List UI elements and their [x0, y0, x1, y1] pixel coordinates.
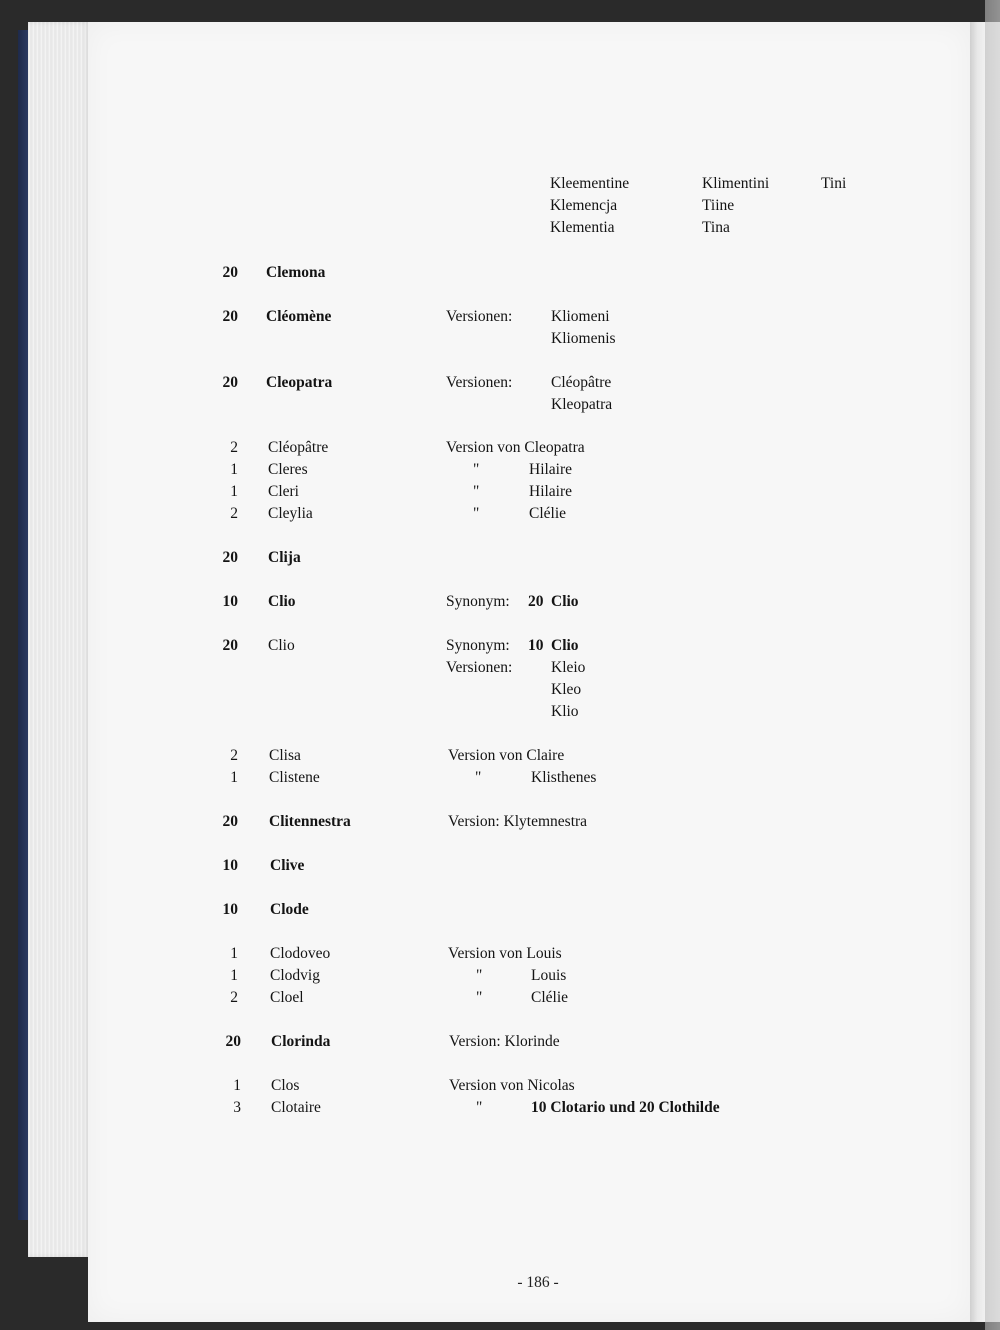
- entry-value: 10 Clotario und 20 Clothilde: [531, 1099, 720, 1116]
- synonym-name: Clio: [551, 593, 579, 610]
- header-line-3-col1: Klementia: [550, 219, 615, 236]
- entry-label: Version von Claire: [448, 747, 565, 764]
- entry-name: Cleylia: [268, 505, 313, 522]
- entry-value: Klio: [551, 703, 579, 720]
- entry-number: 1: [230, 967, 238, 984]
- entry-value: Kliomenis: [551, 330, 616, 347]
- entry-label: Version von Cleopatra: [446, 439, 585, 456]
- entry-label: Versionen:: [446, 659, 513, 676]
- ditto-mark: ": [476, 967, 483, 984]
- entry-number: 1: [230, 769, 238, 786]
- book-page: [88, 22, 970, 1322]
- page-stack-edge: [28, 22, 90, 1257]
- entry-name: Clodvig: [270, 967, 320, 984]
- entry-label: Version: Klorinde: [449, 1033, 560, 1050]
- entry-number: 1: [233, 1077, 241, 1094]
- entry-value: Kleopatra: [551, 396, 613, 413]
- ditto-mark: ": [473, 483, 480, 500]
- entry-label: Synonym:: [446, 637, 510, 654]
- entry-name: Clio: [268, 593, 296, 610]
- entry-name: Cleres: [268, 461, 308, 478]
- entry-number: 3: [233, 1099, 241, 1116]
- entry-name: Clisa: [269, 747, 301, 764]
- entry-name: Clija: [268, 549, 301, 566]
- ditto-mark: ": [476, 1099, 483, 1116]
- entry-name: Cloel: [270, 989, 304, 1006]
- entry-label: Synonym:: [446, 593, 510, 610]
- entry-name: Clorinda: [271, 1033, 331, 1050]
- facing-page-edge: [985, 0, 1000, 1330]
- entry-number: 2: [230, 505, 238, 522]
- entry-label: Version von Louis: [448, 945, 562, 962]
- entry-name: Clive: [270, 857, 305, 874]
- entry-label: Version von Nicolas: [449, 1077, 575, 1094]
- synonym-name: Clio: [551, 637, 579, 654]
- entry-number: 10: [222, 857, 238, 874]
- entry-value: Hilaire: [529, 483, 573, 500]
- entry-number: 20: [222, 308, 238, 325]
- header-line-1-col2: Klimentini: [702, 175, 770, 192]
- header-line-2-col1: Klemencja: [550, 197, 618, 214]
- header-line-2-col2: Tiine: [702, 197, 735, 214]
- entry-number: 2: [230, 989, 238, 1006]
- entry-name: Cleri: [268, 483, 299, 500]
- entry-value: Clélie: [531, 989, 569, 1006]
- synonym-number: 10: [528, 637, 544, 654]
- entry-value: Louis: [531, 967, 567, 984]
- entry-name: Clitennestra: [269, 813, 351, 830]
- ditto-mark: ": [473, 505, 480, 522]
- entry-value: Kliomeni: [551, 308, 610, 325]
- entry-number: 2: [230, 747, 238, 764]
- entry-name: Clode: [270, 901, 309, 918]
- entry-name: Clos: [271, 1077, 300, 1094]
- entry-value: Cléopâtre: [551, 374, 612, 391]
- ditto-mark: ": [473, 461, 480, 478]
- ditto-mark: ": [476, 989, 483, 1006]
- entry-name: Clodoveo: [270, 945, 331, 962]
- entry-number: 20: [222, 813, 238, 830]
- entry-number: 1: [230, 461, 238, 478]
- entry-name: Clio: [268, 637, 295, 654]
- entry-label: Versionen:: [446, 374, 513, 391]
- header-line-3-col2: Tina: [702, 219, 730, 236]
- page-number: - 186 -: [517, 1274, 559, 1291]
- entry-name: Clotaire: [271, 1099, 321, 1116]
- entry-label: Version: Klytemnestra: [448, 813, 588, 830]
- entry-value: Kleio: [551, 659, 586, 676]
- entry-name: Cléomène: [266, 308, 332, 325]
- entry-name: Clemona: [266, 264, 326, 281]
- header-line-1-col3: Tini: [821, 175, 847, 192]
- entry-number: 1: [230, 483, 238, 500]
- header-line-1-col1: Kleementine: [550, 175, 630, 192]
- entry-number: 20: [222, 264, 238, 281]
- entry-number: 1: [230, 945, 238, 962]
- entry-number: 20: [222, 374, 238, 391]
- synonym-number: 20: [528, 593, 544, 610]
- entry-value: Klisthenes: [531, 769, 597, 786]
- entry-number: 10: [222, 593, 238, 610]
- entry-value: Kleo: [551, 681, 582, 698]
- entry-name: Cleopatra: [266, 374, 333, 391]
- entry-number: 20: [222, 637, 238, 654]
- entry-value: Hilaire: [529, 461, 573, 478]
- entry-name: Cléopâtre: [268, 439, 329, 456]
- ditto-mark: ": [475, 769, 482, 786]
- page-number-footer: [0, 1274, 1000, 1292]
- entry-number: 10: [222, 901, 238, 918]
- entry-name: Clistene: [269, 769, 320, 786]
- entry-value: Clélie: [529, 505, 567, 522]
- entry-number: 20: [225, 1033, 241, 1050]
- entry-label: Versionen:: [446, 308, 513, 325]
- entry-number: 20: [222, 549, 238, 566]
- entry-number: 2: [230, 439, 238, 456]
